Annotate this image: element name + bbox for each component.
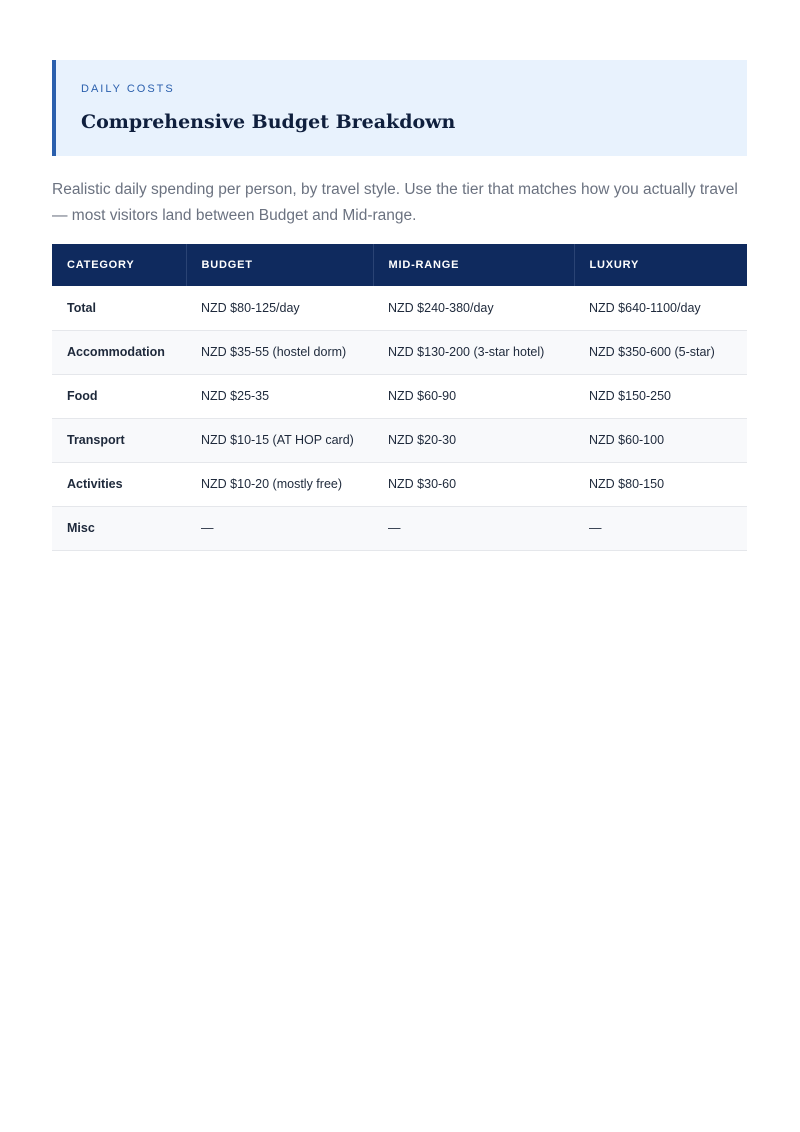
column-header-category: CATEGORY [52, 244, 186, 286]
table-row [52, 418, 747, 462]
intro-paragraph: Realistic daily spending per person, by travel style. Use the tier that matches how you actually travel — most visitors land between Budget and Mid-range. [52, 181, 738, 224]
table-row [52, 286, 747, 330]
cell-budget: NZD $35-55 (hostel dorm) [186, 330, 373, 374]
section-header-callout [52, 60, 747, 156]
cell-budget: — [186, 506, 373, 550]
cell-luxury: NZD $80-150 [574, 462, 747, 506]
row-category: Food [52, 374, 186, 418]
column-header-budget: BUDGET [186, 244, 373, 286]
cell-budget: NZD $80-125/day [186, 286, 373, 330]
cell-mid-range: NZD $20-30 [373, 418, 574, 462]
column-header-luxury: LUXURY [589, 259, 640, 271]
table-header [52, 244, 747, 286]
row-category: Activities [52, 462, 186, 506]
cell-luxury: NZD $640-1100/day [574, 286, 747, 330]
table-body [52, 286, 747, 550]
column-header-mid-range: MID-RANGE [373, 244, 574, 286]
cell-mid-range: NZD $30-60 [373, 462, 574, 506]
cell-luxury: NZD $60-100 [574, 418, 747, 462]
budget-table [52, 244, 747, 551]
cell-mid-range: — [373, 506, 574, 550]
section-title: Comprehensive Budget Breakdown [81, 111, 456, 133]
table-row [52, 374, 747, 418]
cell-luxury: NZD $350-600 (5-star) [574, 330, 747, 374]
row-category: Accommodation [52, 330, 186, 374]
row-category: Misc [52, 506, 186, 550]
cell-budget: NZD $25-35 [186, 374, 373, 418]
cell-budget: NZD $10-20 (mostly free) [186, 462, 373, 506]
table-row [52, 330, 747, 374]
section-eyebrow: DAILY COSTS [81, 83, 175, 95]
row-category: Total [52, 286, 186, 330]
cell-mid-range: NZD $60-90 [373, 374, 574, 418]
cell-mid-range: NZD $130-200 (3-star hotel) [373, 330, 574, 374]
table-header-row [52, 244, 747, 286]
table-row [52, 506, 747, 550]
cell-mid-range: NZD $240-380/day [373, 286, 574, 330]
cell-budget: NZD $10-15 (AT HOP card) [186, 418, 373, 462]
table-row [52, 462, 747, 506]
row-category: Transport [52, 418, 186, 462]
cell-luxury: NZD $150-250 [574, 374, 747, 418]
cell-luxury: — [574, 506, 747, 550]
